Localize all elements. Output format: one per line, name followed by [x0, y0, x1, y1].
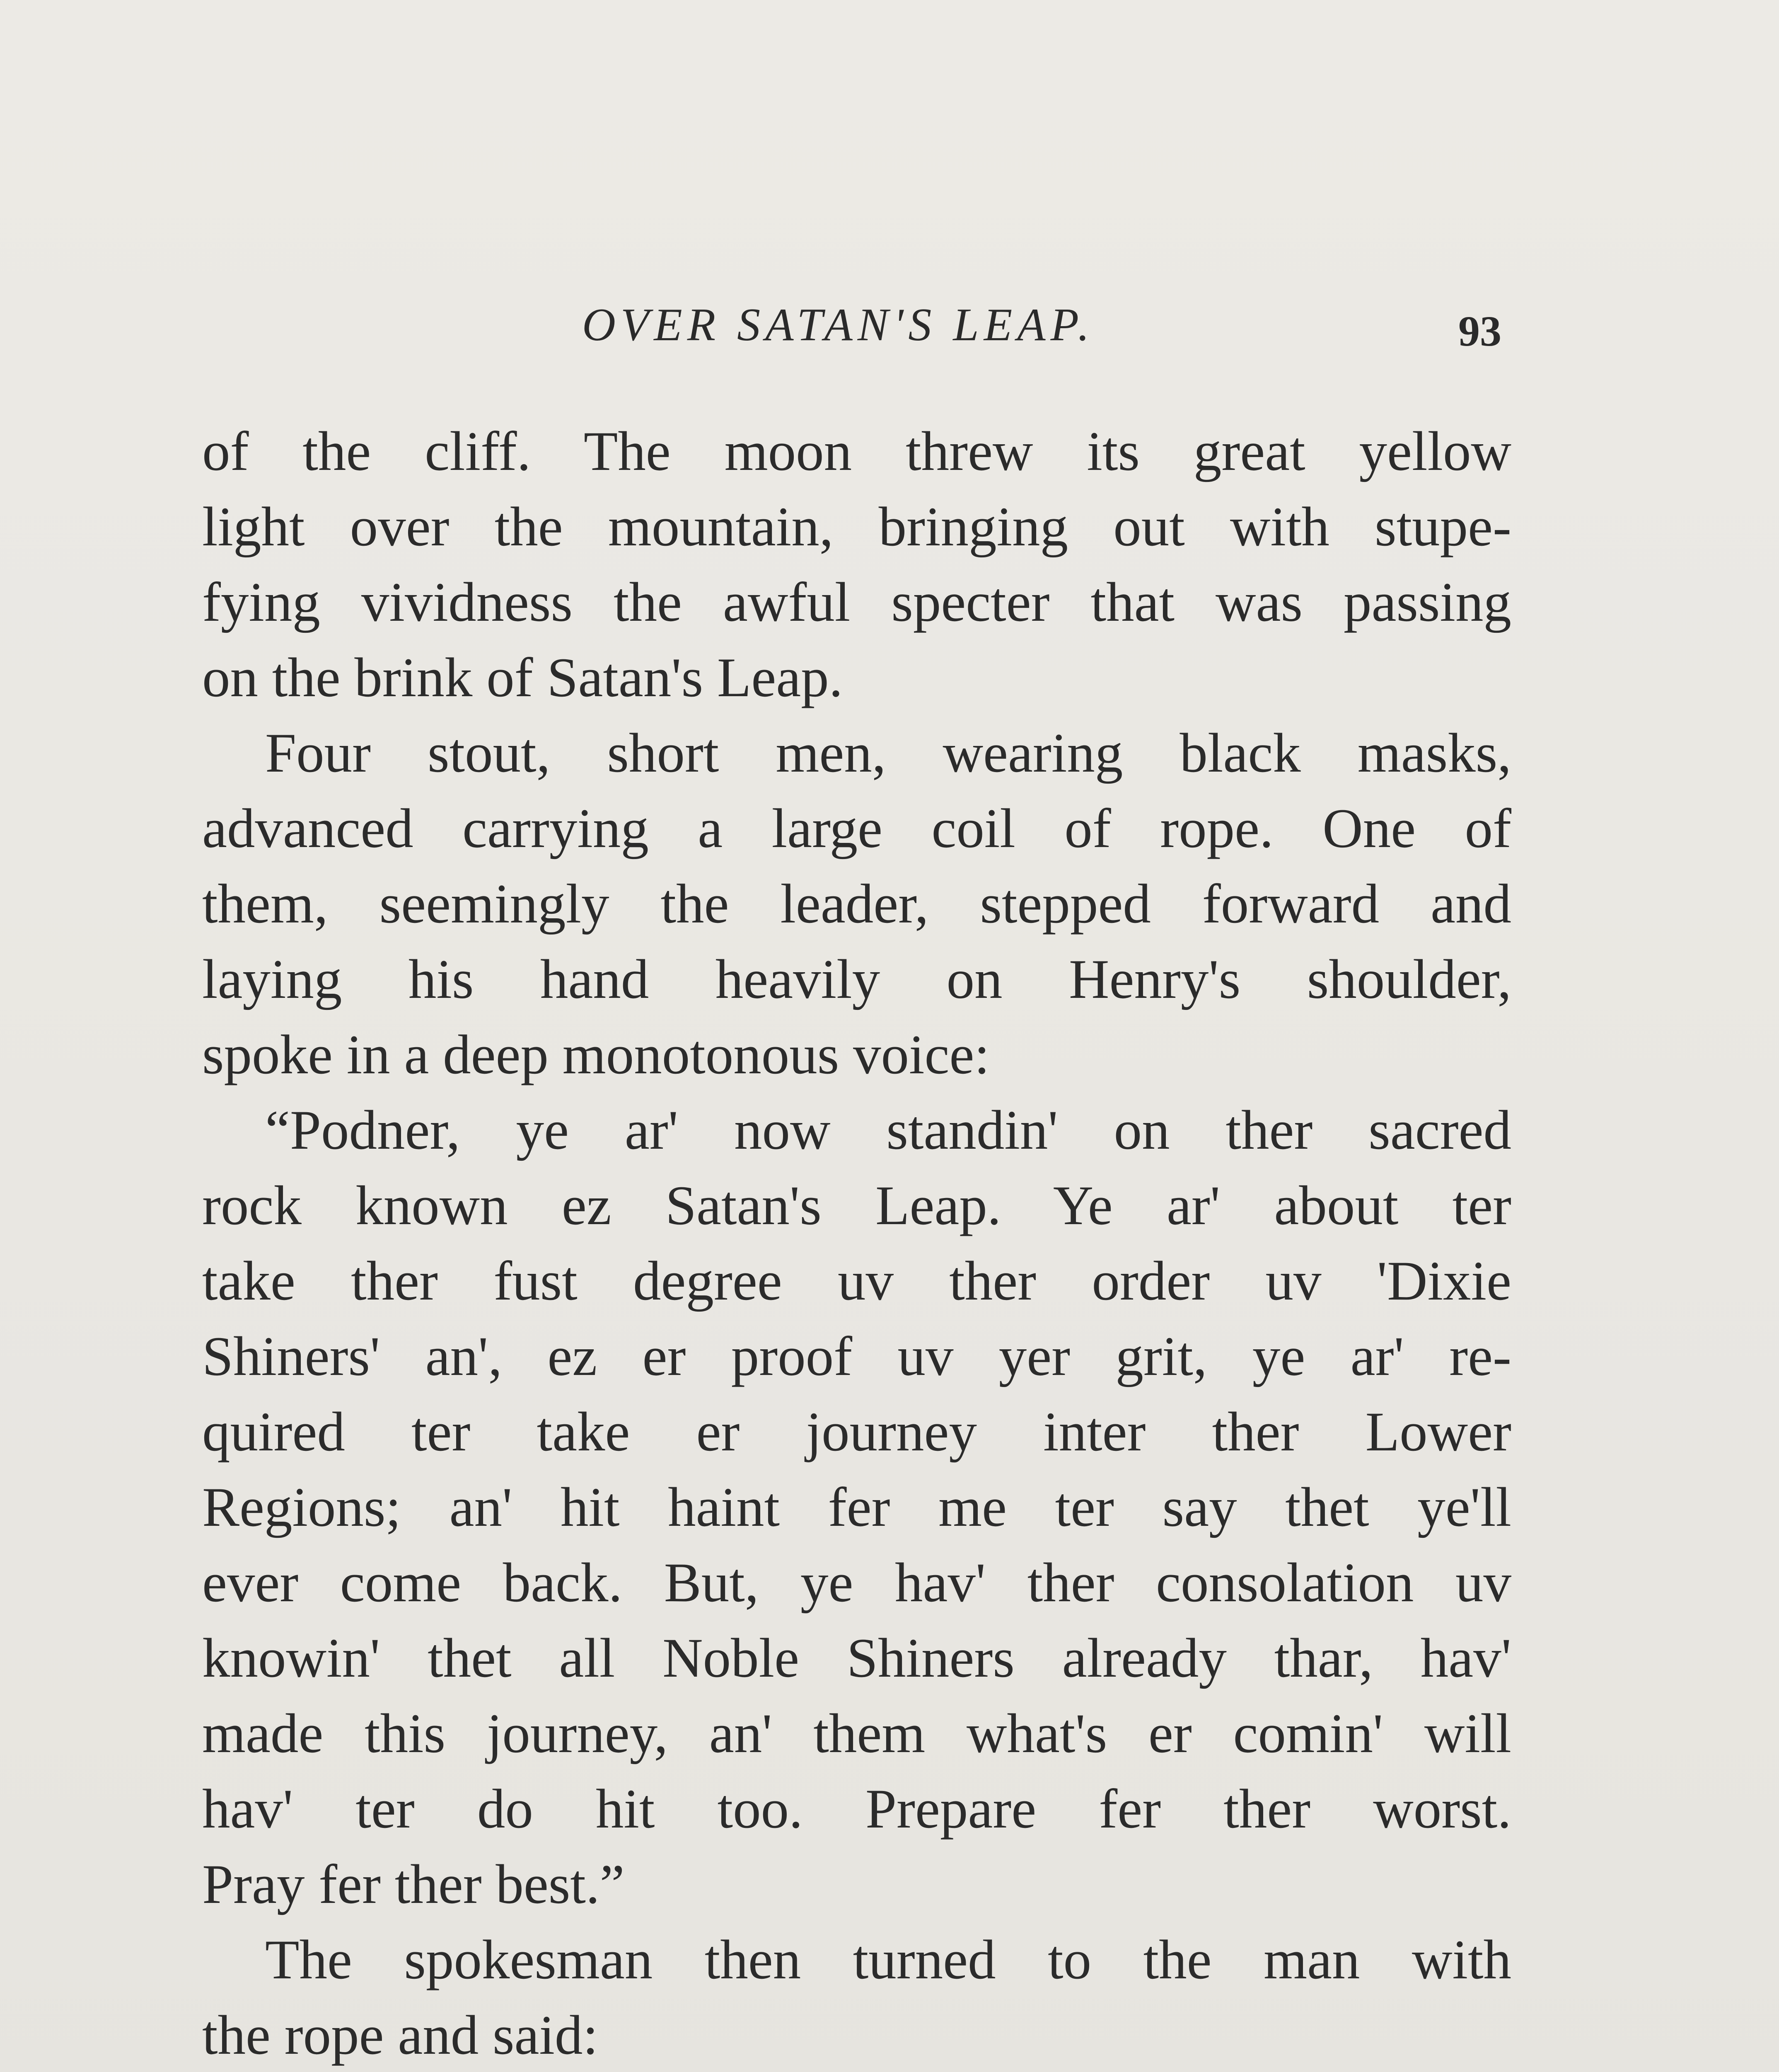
text-line: of the cliff. The moon threw its great yellow [202, 421, 1511, 482]
text-line: spoke in a deep monotonous voice: [202, 1024, 990, 1086]
text-line: fying vividness the awful specter that was passing [202, 571, 1511, 633]
text-line: the rope and said: [202, 2004, 598, 2066]
text-line: laying his hand heavily on Henry's shoulder, [202, 949, 1511, 1010]
text-line: Regions; an' hit haint fer me ter say thet ye'll [202, 1477, 1511, 1538]
text-line: light over the mountain, bringing out with stupe- [202, 496, 1511, 558]
text-line: Shiners' an', ez er proof uv yer grit, ye ar' re- [202, 1326, 1511, 1387]
text-line: rock known ez Satan's Leap. Ye ar' about ter [202, 1175, 1511, 1237]
paragraph-first-line: The spokesman then turned to the man with [265, 1929, 1511, 1991]
text-line: knowin' thet all Noble Shiners already thar, hav' [202, 1627, 1511, 1689]
text-line: quired ter take er journey inter ther Lower [202, 1401, 1511, 1463]
paragraph-first-line: Four stout, short men, wearing black masks, [265, 722, 1511, 784]
text-line: hav' ter do hit too. Prepare fer ther worst. [202, 1778, 1511, 1840]
text-line: advanced carrying a large coil of rope. One of [202, 798, 1511, 859]
text-line: made this journey, an' them what's er comin' will [202, 1703, 1511, 1765]
paragraph-first-line: “Podner, ye ar' now standin' on ther sacred [265, 1099, 1511, 1161]
text-line: take ther fust degree uv ther order uv 'Dixie [202, 1250, 1511, 1312]
running-head-title: OVER SATAN'S LEAP. [582, 299, 1095, 351]
text-line: them, seemingly the leader, stepped forward and [202, 873, 1511, 935]
text-line: ever come back. But, ye hav' ther consolation uv [202, 1552, 1511, 1614]
text-line: on the brink of Satan's Leap. [202, 647, 843, 709]
text-line: Pray fer ther best.” [202, 1854, 625, 1915]
page-number: 93 [1458, 307, 1501, 355]
